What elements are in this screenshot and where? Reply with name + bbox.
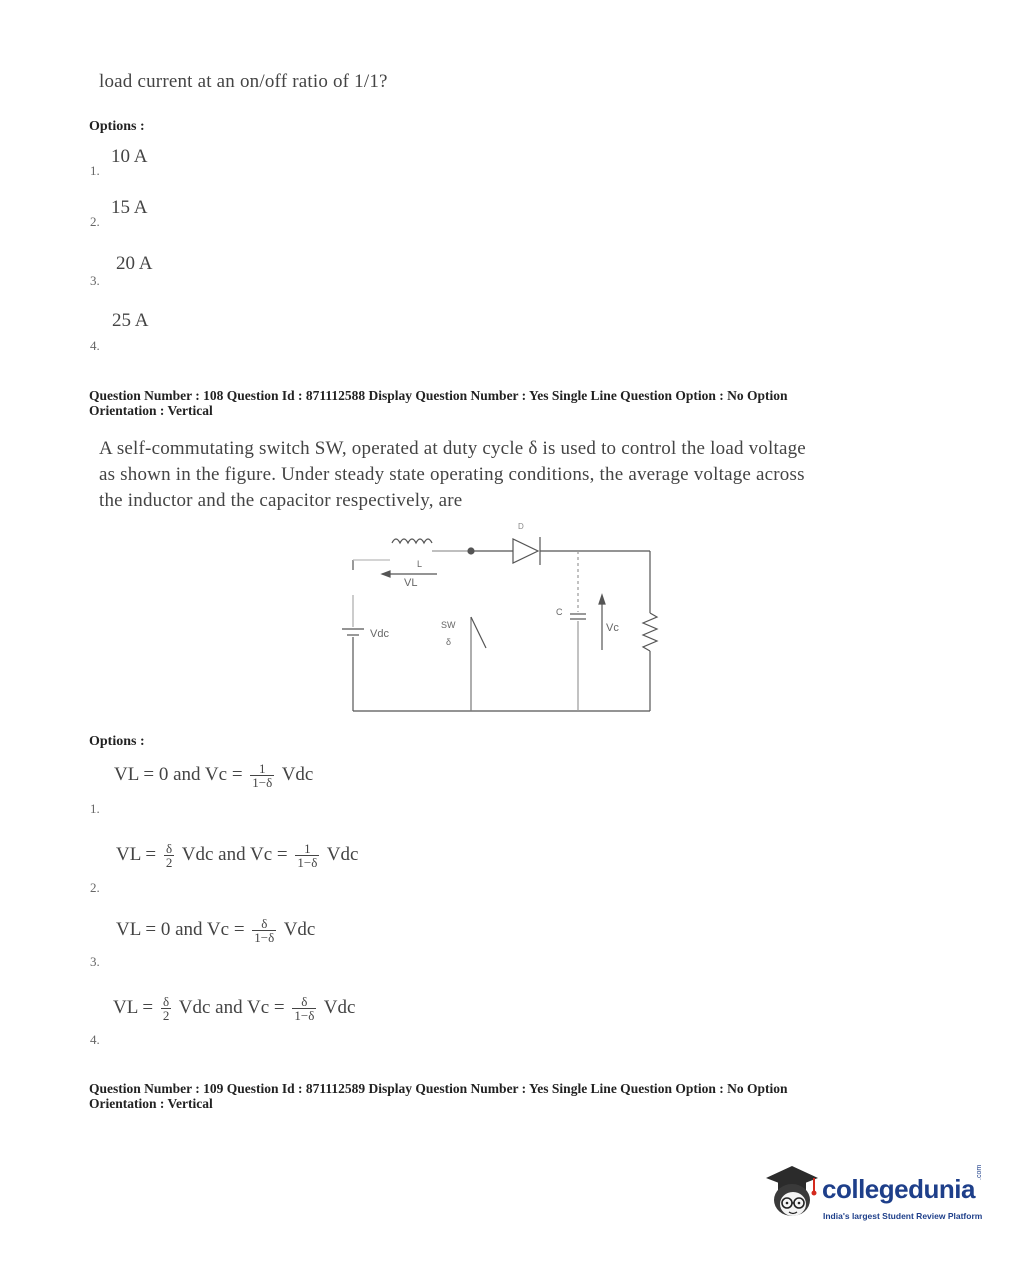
q108-option-4-fraction-2 <box>292 995 316 1022</box>
q107-option-4-text: 25 A <box>112 310 149 331</box>
q108-question-line-2: as shown in the figure. Under steady state operating conditions, the average voltage across <box>99 464 805 485</box>
collegedunia-logo <box>762 1160 992 1230</box>
q108-option-2-fraction-1 <box>164 842 175 869</box>
q108-option-4-numerator-2: δ <box>301 994 308 1009</box>
q107-option-2-text: 15 A <box>111 197 148 218</box>
q108-question-line-3: the inductor and the capacitor respectively, are <box>99 490 463 511</box>
q108-option-1-number: 1. <box>90 801 100 816</box>
switch-blade <box>471 617 486 648</box>
q108-option-1-part-a: VL = 0 and Vc = <box>114 763 243 785</box>
label-delta: δ <box>446 637 452 647</box>
q108-option-2-number: 2. <box>90 880 100 895</box>
label-VL: VL <box>404 577 418 589</box>
q108-option-2-denominator-1: 2 <box>165 855 173 870</box>
q107-question-text: load current at an on/off ratio of 1/1? <box>99 71 388 92</box>
vc-arrowhead <box>599 595 605 604</box>
brand-suffix: .com <box>976 1164 983 1180</box>
q108-option-4-part-a: VL = <box>113 996 154 1018</box>
q107-option-3-text: 20 A <box>116 253 153 274</box>
q108-option-2-numerator-1: δ <box>166 841 173 856</box>
q107-option-3-number: 3. <box>90 273 100 288</box>
q108-option-2-denominator-2: 1−δ <box>297 855 318 870</box>
q108-option-2-part-m: Vdc and Vc = <box>181 843 288 865</box>
brand-tagline: India's largest Student Review Platform <box>823 1211 983 1221</box>
q108-option-4-denominator-1: 2 <box>162 1008 170 1023</box>
q108-option-1-equation <box>114 762 313 789</box>
q108-option-4-equation <box>113 995 355 1022</box>
boost-converter-circuit <box>330 515 680 720</box>
q108-option-3-denominator: 1−δ <box>254 930 275 945</box>
q109-meta <box>89 1081 909 1111</box>
q108-option-3-number: 3. <box>90 954 100 969</box>
q108-options-label: Options : <box>89 734 145 749</box>
inductor-coil <box>392 539 432 543</box>
q108-option-1-part-b: Vdc <box>281 763 314 785</box>
q108-option-4-part-m: Vdc and Vc = <box>178 996 285 1018</box>
label-Vdc: Vdc <box>370 628 389 640</box>
q107-option-4-number: 4. <box>90 338 100 353</box>
q108-option-2-part-b: Vdc <box>326 843 359 865</box>
q108-option-3-part-a: VL = 0 and Vc = <box>116 918 245 940</box>
mascot-icon <box>762 1160 822 1222</box>
q108-option-1-denominator: 1−δ <box>252 775 273 790</box>
diode-symbol <box>513 539 538 563</box>
q107-option-2-number: 2. <box>90 214 100 229</box>
label-Vc: Vc <box>606 622 619 634</box>
q108-question-text <box>99 436 806 514</box>
q108-option-2-equation <box>116 842 358 869</box>
q108-option-1-fraction <box>250 762 274 789</box>
q108-question-line-1: A self-commutating switch SW, operated at duty cycle δ is used to control the load voltage <box>99 438 806 459</box>
q108-option-2-part-a: VL = <box>116 843 157 865</box>
resistor-zigzag <box>643 613 657 651</box>
vl-arrowhead <box>382 571 390 577</box>
q108-option-4-numerator-1: δ <box>163 994 170 1009</box>
q108-option-4-fraction-1 <box>161 995 172 1022</box>
q108-option-4-part-b: Vdc <box>323 996 356 1018</box>
q108-option-1-numerator: 1 <box>259 761 266 776</box>
label-L: L <box>417 559 423 569</box>
label-C: C <box>556 607 563 617</box>
q108-meta-line1: Question Number : 108 Question Id : 871112588 Display Question Number : Yes Single Line Question Option : No Option <box>89 388 788 403</box>
label-SW: SW <box>441 620 456 630</box>
brand-name: collegedunia <box>822 1174 975 1204</box>
q108-option-3-numerator: δ <box>261 916 268 931</box>
q108-meta-line2: Orientation : Vertical <box>89 403 213 418</box>
q109-meta-line1: Question Number : 109 Question Id : 871112589 Display Question Number : Yes Single Line Question Option : No Option <box>89 1081 788 1096</box>
q108-option-2-numerator-2: 1 <box>304 841 311 856</box>
q109-meta-line2: Orientation : Vertical <box>89 1096 213 1111</box>
q108-option-3-equation <box>116 917 315 944</box>
q107-options-label: Options : <box>89 119 145 134</box>
q108-option-2-fraction-2 <box>295 842 319 869</box>
q108-meta <box>89 388 909 418</box>
q107-option-1-number: 1. <box>90 163 100 178</box>
q108-option-4-denominator-2: 1−δ <box>294 1008 315 1023</box>
q107-option-1-text: 10 A <box>111 146 148 167</box>
q108-option-3-part-b: Vdc <box>283 918 316 940</box>
q108-option-3-fraction <box>252 917 276 944</box>
label-D: D <box>518 522 524 531</box>
q108-option-4-number: 4. <box>90 1032 100 1047</box>
